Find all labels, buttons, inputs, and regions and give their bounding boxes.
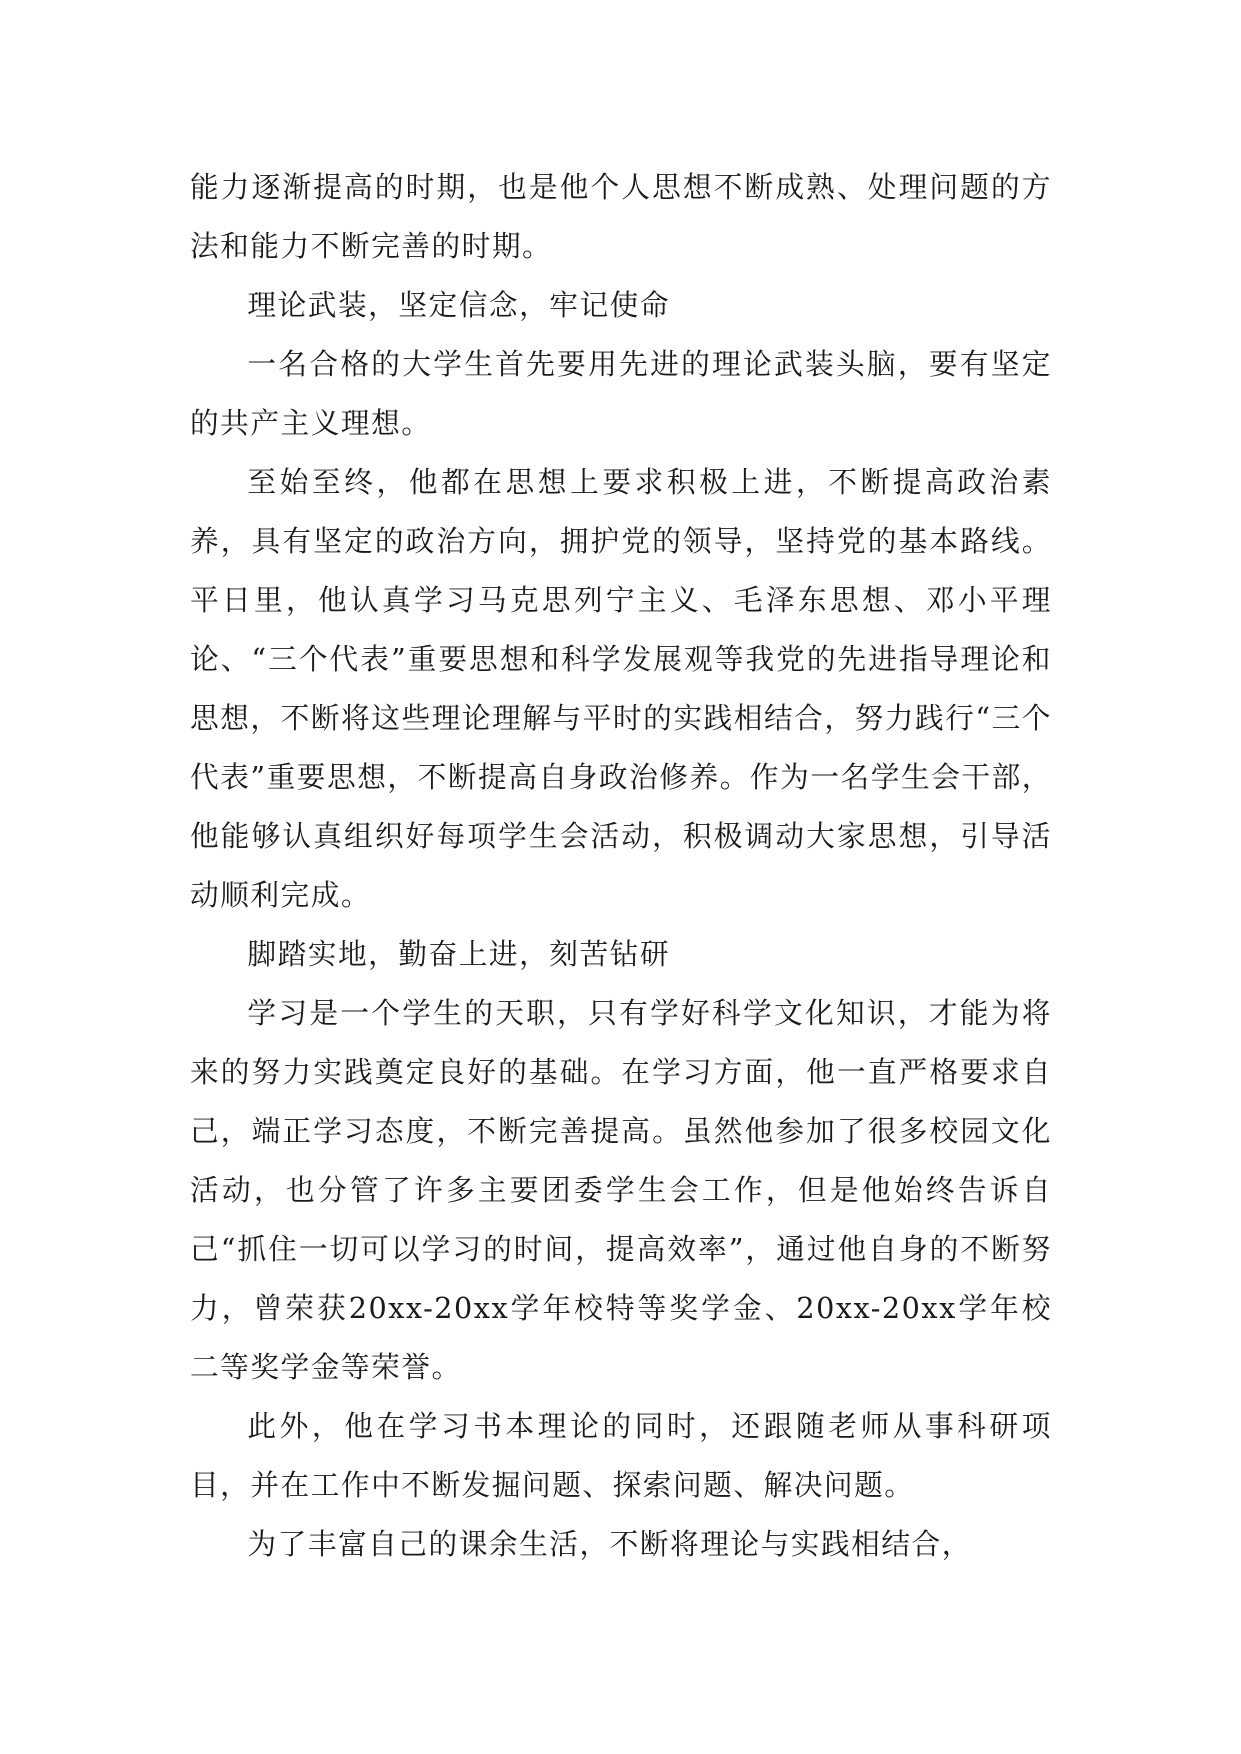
document-page bbox=[190, 158, 1052, 1574]
paragraph-5: 此外，他在学习书本理论的同时，还跟随老师从事科研项目，并在工作中不断发掘问题、探索问题、解决问题。 bbox=[190, 1409, 1052, 1502]
paragraph-2: 一名合格的大学生首先要用先进的理论武装头脑，要有坚定的共产主义理想。 bbox=[190, 347, 1052, 440]
paragraph-1: 能力逐渐提高的时期，也是他个人思想不断成熟、处理问题的方法和能力不断完善的时期。 bbox=[190, 170, 1052, 263]
paragraph-3: 至始至终，他都在思想上要求积极上进，不断提高政治素养，具有坚定的政治方向，拥护党的领导，坚持党的基本路线。平日里，他认真学习马克思列宁主义、毛泽东思想、邓小平理论、“三个代表”重要思想和科学发展观等我党的先进指导理论和思想，不断将这些理论理解与平时的实践相结合，努力践行“三个代表”重要思想，不断提高自身政治修养。作为一名学生会干部，他能够认真组织好每项学生会活动，积极调动大家思想，引导活动顺利完成。 bbox=[190, 465, 1052, 912]
section-heading-study: 脚踏实地，勤奋上进，刻苦钻研 bbox=[247, 937, 671, 971]
section-heading-theory: 理论武装，坚定信念，牢记使命 bbox=[247, 288, 671, 322]
paragraph-6: 为了丰富自己的课余生活，不断将理论与实践相结合， bbox=[247, 1527, 972, 1561]
paragraph-4: 学习是一个学生的天职，只有学好科学文化知识，才能为将来的努力实践奠定良好的基础。在学习方面，他一直严格要求自己，端正学习态度，不断完善提高。虽然他参加了很多校园文化活动，也分管了许多主要团委学生会工作，但是他始终告诉自己“抓住一切可以学习的时间，提高效率”，通过他自身的不断努力，曾荣获20xx-20xx学年校特等奖学金、20xx-20xx学年校二等奖学金等荣誉。 bbox=[190, 996, 1052, 1384]
